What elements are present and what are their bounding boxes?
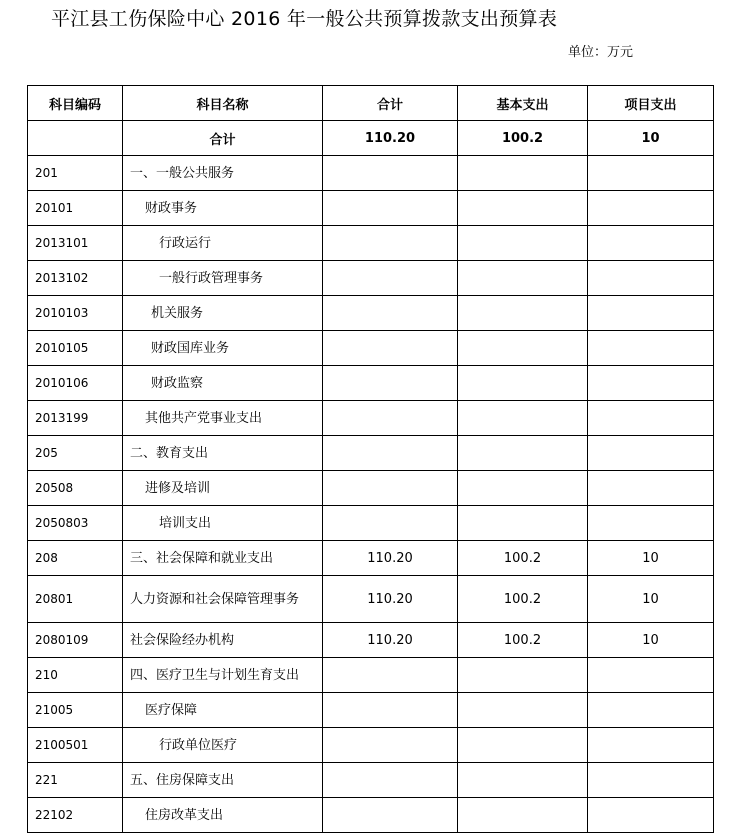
row-code: 2013102 [28, 261, 123, 296]
row-code: 20101 [28, 191, 123, 226]
row-name: 财政监察 [123, 366, 323, 401]
row-code: 2010106 [28, 366, 123, 401]
header-project: 项目支出 [588, 86, 714, 121]
row-basic [458, 331, 588, 366]
row-code: 2010103 [28, 296, 123, 331]
row-total [323, 331, 458, 366]
row-project: 10 [588, 541, 714, 576]
row-name: 机关服务 [123, 296, 323, 331]
row-total [323, 226, 458, 261]
table-row [28, 763, 714, 798]
row-project [588, 763, 714, 798]
row-basic [458, 658, 588, 693]
row-name: 财政事务 [123, 191, 323, 226]
table-row [28, 658, 714, 693]
header-row [28, 86, 714, 121]
table-row [28, 331, 714, 366]
row-project [588, 366, 714, 401]
unit-label: 单位：万元 [568, 45, 634, 60]
row-code: 20801 [28, 576, 123, 623]
row-code: 2010105 [28, 331, 123, 366]
table-row [28, 156, 714, 191]
row-total [323, 366, 458, 401]
row-basic [458, 506, 588, 541]
row-total [323, 191, 458, 226]
row-project [588, 506, 714, 541]
row-code: 21005 [28, 693, 123, 728]
table-row [28, 226, 714, 261]
row-basic [458, 296, 588, 331]
row-code: 210 [28, 658, 123, 693]
total-basic: 100.2 [458, 121, 588, 156]
row-code: 2080109 [28, 623, 123, 658]
row-basic: 100.2 [458, 623, 588, 658]
row-code: 2013101 [28, 226, 123, 261]
table-row [28, 191, 714, 226]
row-project: 10 [588, 576, 714, 623]
row-code: 205 [28, 436, 123, 471]
total-name: 合计 [123, 121, 323, 156]
table-row [28, 728, 714, 763]
total-project: 10 [588, 121, 714, 156]
row-basic [458, 763, 588, 798]
row-name: 行政单位医疗 [123, 728, 323, 763]
row-total [323, 261, 458, 296]
row-total: 110.20 [323, 576, 458, 623]
row-code: 20508 [28, 471, 123, 506]
row-name: 三、社会保障和就业支出 [123, 541, 323, 576]
row-basic [458, 436, 588, 471]
row-project [588, 728, 714, 763]
row-name: 进修及培训 [123, 471, 323, 506]
row-project [588, 331, 714, 366]
row-project [588, 471, 714, 506]
row-name: 其他共产党事业支出 [123, 401, 323, 436]
row-name: 财政国库业务 [123, 331, 323, 366]
row-code: 201 [28, 156, 123, 191]
header-name: 科目名称 [123, 86, 323, 121]
table-row [28, 541, 714, 576]
row-project: 10 [588, 623, 714, 658]
row-basic: 100.2 [458, 576, 588, 623]
table-row [28, 296, 714, 331]
row-basic [458, 401, 588, 436]
row-project [588, 436, 714, 471]
row-name: 住房改革支出 [123, 798, 323, 833]
total-code [28, 121, 123, 156]
row-basic [458, 366, 588, 401]
row-basic [458, 156, 588, 191]
row-project [588, 261, 714, 296]
row-basic [458, 191, 588, 226]
row-total [323, 401, 458, 436]
header-basic: 基本支出 [458, 86, 588, 121]
row-total [323, 156, 458, 191]
row-name: 人力资源和社会保障管理事务 [123, 576, 323, 623]
row-total [323, 728, 458, 763]
row-project [588, 191, 714, 226]
table-row [28, 506, 714, 541]
table-row [28, 366, 714, 401]
row-basic: 100.2 [458, 541, 588, 576]
row-total: 110.20 [323, 623, 458, 658]
row-basic [458, 728, 588, 763]
row-name: 医疗保障 [123, 693, 323, 728]
row-basic [458, 693, 588, 728]
row-name: 五、住房保障支出 [123, 763, 323, 798]
table-row [28, 261, 714, 296]
table-row [28, 623, 714, 658]
row-basic [458, 798, 588, 833]
row-total [323, 471, 458, 506]
table-row [28, 436, 714, 471]
row-basic [458, 261, 588, 296]
row-project [588, 693, 714, 728]
row-total [323, 506, 458, 541]
row-total [323, 436, 458, 471]
row-name: 四、医疗卫生与计划生育支出 [123, 658, 323, 693]
header-code: 科目编码 [28, 86, 123, 121]
row-name: 培训支出 [123, 506, 323, 541]
row-total: 110.20 [323, 541, 458, 576]
total-sum: 110.20 [323, 121, 458, 156]
row-total [323, 693, 458, 728]
row-project [588, 798, 714, 833]
row-project [588, 658, 714, 693]
row-basic [458, 471, 588, 506]
row-code: 2050803 [28, 506, 123, 541]
table-row [28, 576, 714, 623]
row-name: 社会保险经办机构 [123, 623, 323, 658]
table-row [28, 693, 714, 728]
row-code: 22102 [28, 798, 123, 833]
row-project [588, 296, 714, 331]
row-project [588, 226, 714, 261]
row-name: 二、教育支出 [123, 436, 323, 471]
table-row [28, 471, 714, 506]
row-code: 2013199 [28, 401, 123, 436]
row-total [323, 798, 458, 833]
row-total [323, 763, 458, 798]
budget-table [27, 85, 714, 833]
row-code: 208 [28, 541, 123, 576]
table-row [28, 401, 714, 436]
table-row [28, 798, 714, 833]
row-name: 行政运行 [123, 226, 323, 261]
row-basic [458, 226, 588, 261]
row-total [323, 658, 458, 693]
row-project [588, 156, 714, 191]
row-total [323, 296, 458, 331]
page-title: 平江县工伤保险中心 2016 年一般公共预算拨款支出预算表 [51, 8, 558, 30]
row-code: 2100501 [28, 728, 123, 763]
row-name: 一般行政管理事务 [123, 261, 323, 296]
row-name: 一、一般公共服务 [123, 156, 323, 191]
header-total: 合计 [323, 86, 458, 121]
row-project [588, 401, 714, 436]
row-code: 221 [28, 763, 123, 798]
total-row [28, 121, 714, 156]
